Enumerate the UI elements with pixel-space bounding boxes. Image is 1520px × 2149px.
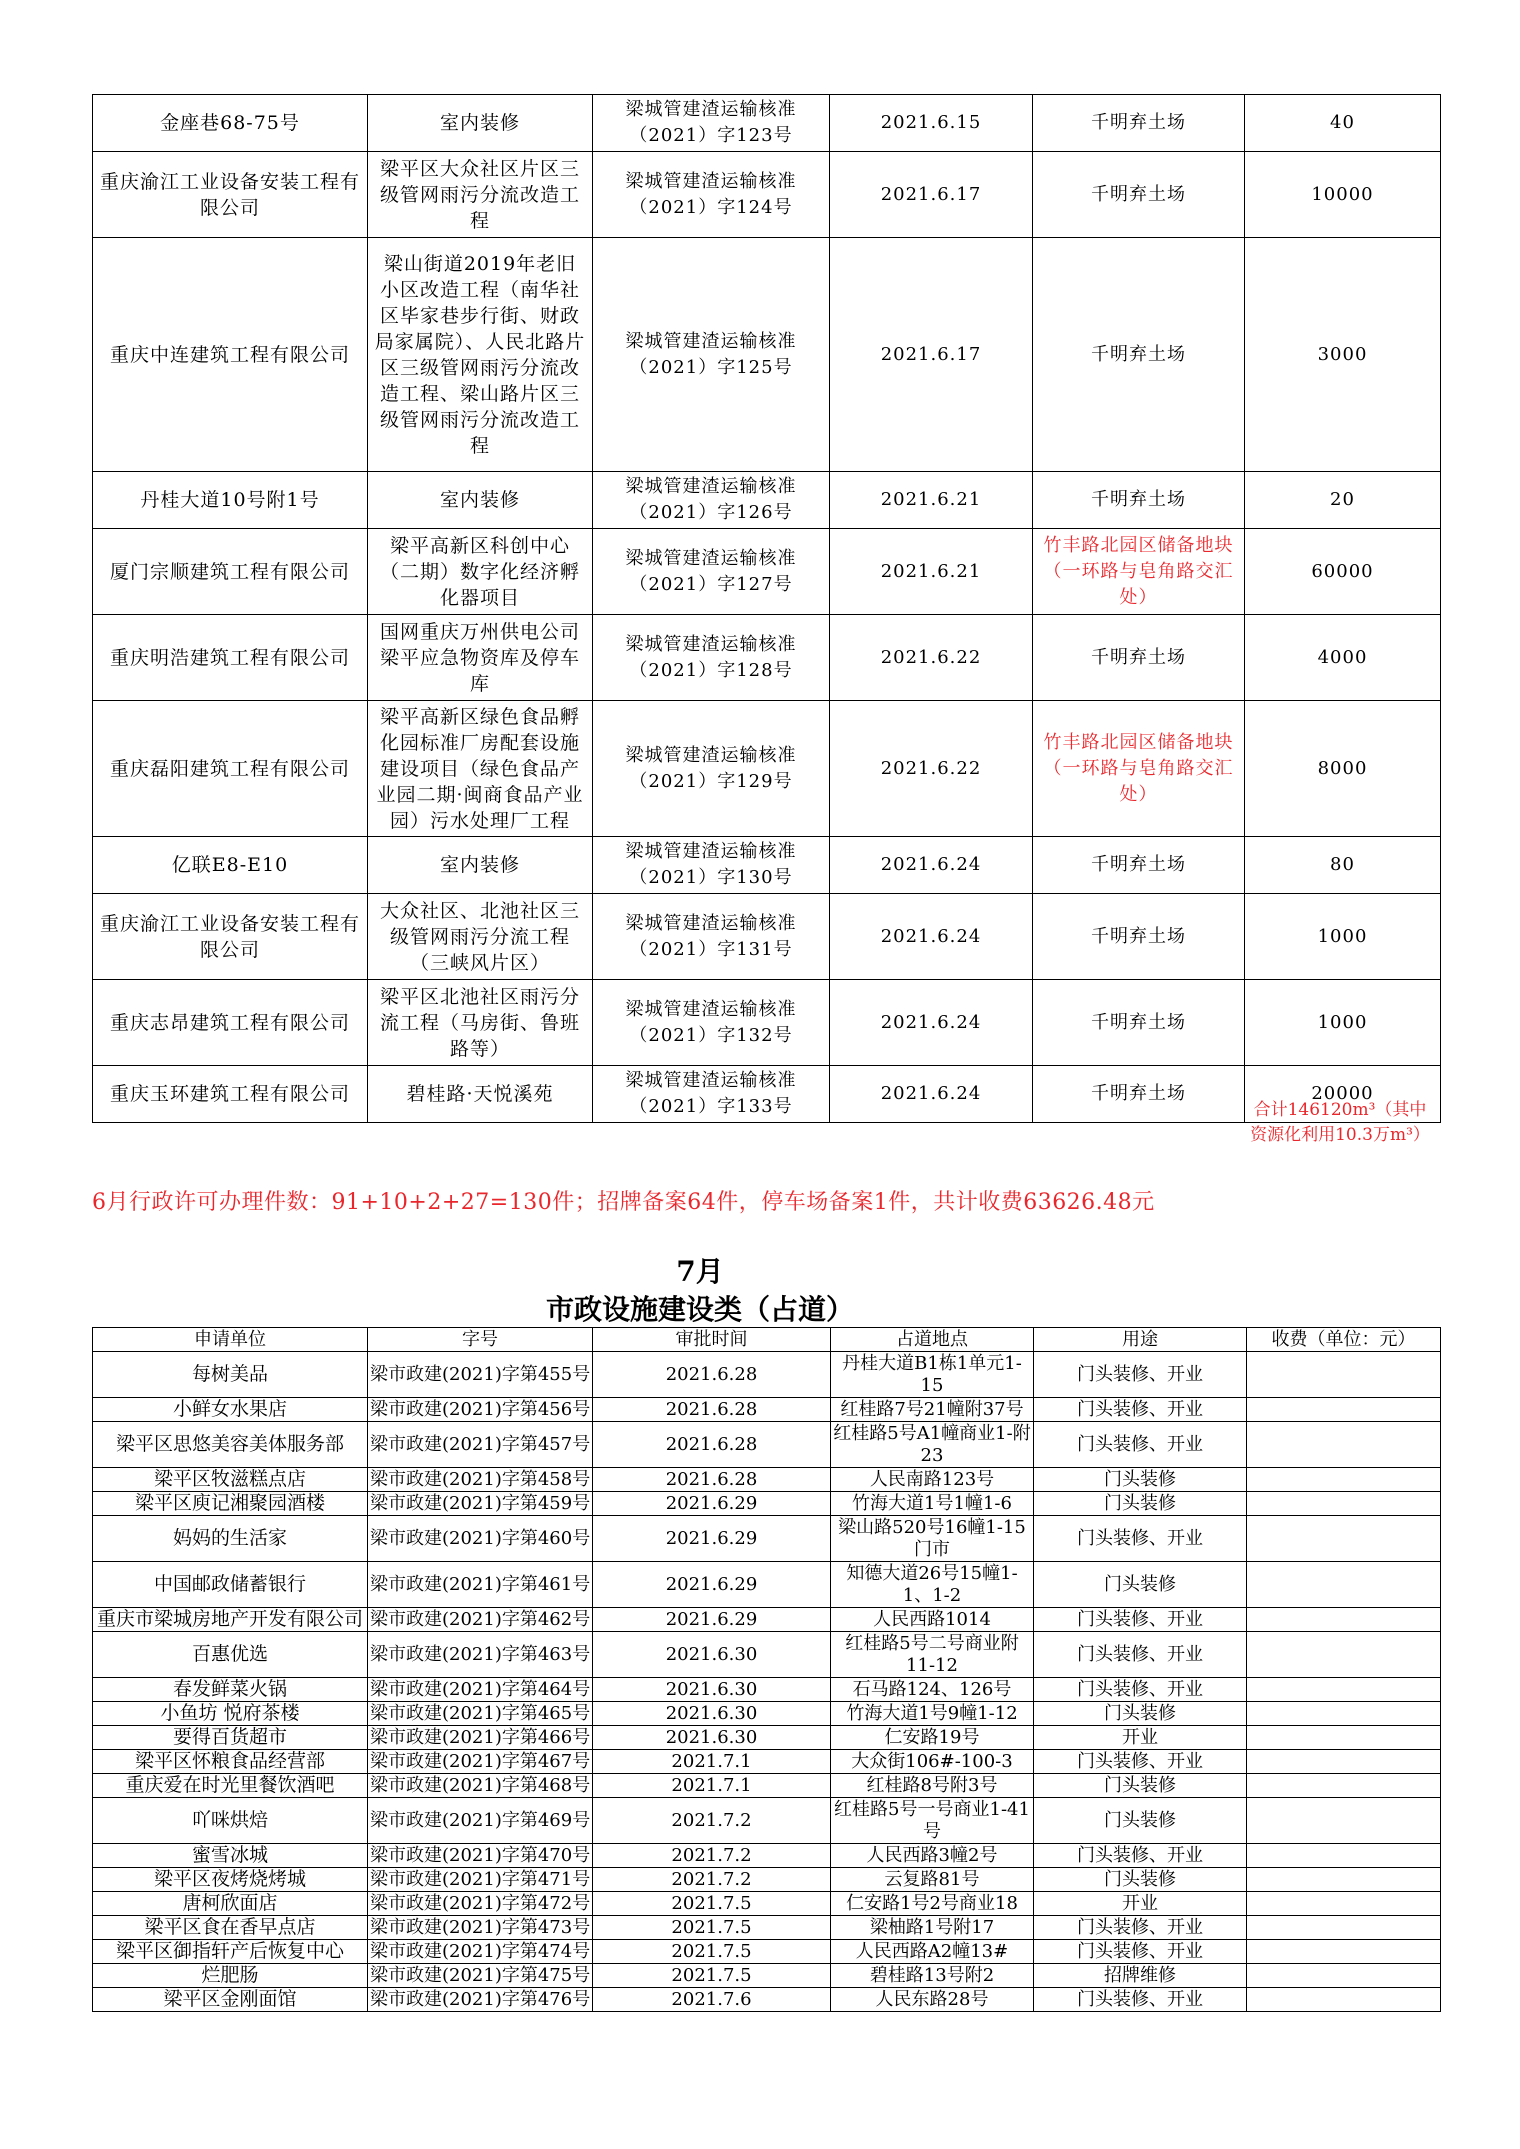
purpose-cell: 门头装修、开业 [1034,1516,1247,1562]
applicant-cell: 梁平区夜烤烧烤城 [93,1868,368,1892]
permit-number-cell: 梁市政建(2021)字第476号 [368,1988,593,2012]
location-cell: 丹桂大道B1栋1单元1-15 [831,1352,1034,1398]
permit-number-cell: 梁市政建(2021)字第467号 [368,1750,593,1774]
project-cell: 室内装修 [368,95,593,152]
month-heading: 7月 [676,1255,724,1288]
approval-date-cell: 2021.6.30 [593,1678,831,1702]
permit-number-cell: 梁市政建(2021)字第463号 [368,1632,593,1678]
volume-cell: 1000 [1245,894,1441,980]
approval-date-cell: 2021.7.2 [593,1844,831,1868]
location-cell: 仁安路19号 [831,1726,1034,1750]
disposal-site-cell: 千明弃土场 [1033,152,1245,238]
approval-number-cell: 梁城管建渣运输核准（2021）字123号 [593,95,830,152]
purpose-cell: 门头装修 [1034,1702,1247,1726]
location-cell: 人民西路1014 [831,1608,1034,1632]
fee-cell [1247,1608,1441,1632]
fee-cell [1247,1892,1441,1916]
purpose-cell: 门头装修、开业 [1034,1608,1247,1632]
permit-row [93,152,1441,238]
approval-date-cell: 2021.6.29 [593,1516,831,1562]
location-cell: 竹海大道1号1幢1-6 [831,1492,1034,1516]
column-header: 用途 [1034,1328,1247,1352]
purpose-cell: 门头装修、开业 [1034,1750,1247,1774]
fee-cell [1247,1844,1441,1868]
applicant-cell: 梁平区食在香早点店 [93,1916,368,1940]
table-header-row [93,1328,1441,1352]
project-cell: 大众社区、北池社区三级管网雨污分流工程（三峡风片区） [368,894,593,980]
disposal-site-cell: 千明弃土场 [1033,615,1245,701]
project-cell: 梁平高新区绿色食品孵化园标准厂房配套设施建设项目（绿色食品产业园二期·闽商食品产业园）污水处理厂工程 [368,701,593,837]
approval-number-cell: 梁城管建渣运输核准（2021）字125号 [593,238,830,472]
permit-number-cell: 梁市政建(2021)字第469号 [368,1798,593,1844]
permit-row [93,615,1441,701]
disposal-site-cell: 千明弃土场 [1033,1066,1245,1123]
approval-date-cell: 2021.7.1 [593,1750,831,1774]
unit-cell: 重庆志昂建筑工程有限公司 [93,980,368,1066]
applicant-cell: 梁平区怀粮食品经营部 [93,1750,368,1774]
approval-date-cell: 2021.7.5 [593,1916,831,1940]
approval-date-cell: 2021.6.24 [830,1066,1033,1123]
approval-date-cell: 2021.6.24 [830,837,1033,894]
fee-cell [1247,1352,1441,1398]
applicant-cell: 烂肥肠 [93,1964,368,1988]
section-title: 市政设施建设类（占道） [545,1293,854,1326]
unit-cell: 丹桂大道10号附1号 [93,472,368,529]
disposal-site-cell: 千明弃土场 [1033,238,1245,472]
applicant-cell: 每树美品 [93,1352,368,1398]
purpose-cell: 门头装修 [1034,1492,1247,1516]
unit-cell: 重庆渝江工业设备安装工程有限公司 [93,894,368,980]
fee-cell [1247,1398,1441,1422]
permit-number-cell: 梁市政建(2021)字第474号 [368,1940,593,1964]
approval-date-cell: 2021.6.29 [593,1562,831,1608]
permit-number-cell: 梁市政建(2021)字第472号 [368,1892,593,1916]
purpose-cell: 门头装修、开业 [1034,1988,1247,2012]
approval-date-cell: 2021.6.28 [593,1422,831,1468]
table-row [93,1774,1441,1798]
disposal-site-cell: 千明弃土场 [1033,837,1245,894]
applicant-cell: 梁平区思悠美容美体服务部 [93,1422,368,1468]
purpose-cell: 门头装修 [1034,1562,1247,1608]
applicant-cell: 妈妈的生活家 [93,1516,368,1562]
permit-row [93,472,1441,529]
fee-cell [1247,1726,1441,1750]
fee-cell [1247,1916,1441,1940]
approval-date-cell: 2021.7.5 [593,1964,831,1988]
disposal-site-cell: 竹丰路北园区储备地块（一环路与皂角路交汇处） [1033,701,1245,837]
volume-cell: 80 [1245,837,1441,894]
approval-date-cell: 2021.6.17 [830,152,1033,238]
volume-cell: 20 [1245,472,1441,529]
purpose-cell: 门头装修、开业 [1034,1678,1247,1702]
table-row [93,1678,1441,1702]
approval-date-cell: 2021.6.28 [593,1398,831,1422]
fee-cell [1247,1516,1441,1562]
total-note: 合计146120m³（其中资源化利用10.3万m³） [1250,1100,1430,1145]
table-row [93,1844,1441,1868]
location-cell: 知德大道26号15幢1-1、1-2 [831,1562,1034,1608]
applicant-cell: 百惠优选 [93,1632,368,1678]
unit-cell: 亿联E8-E10 [93,837,368,894]
location-cell: 碧桂路13号附2 [831,1964,1034,1988]
permit-number-cell: 梁市政建(2021)字第473号 [368,1916,593,1940]
applicant-cell: 梁平区牧滋糕点店 [93,1468,368,1492]
approval-number-cell: 梁城管建渣运输核准（2021）字131号 [593,894,830,980]
volume-cell: 1000 [1245,980,1441,1066]
fee-cell [1247,1798,1441,1844]
purpose-cell: 开业 [1034,1892,1247,1916]
fee-cell [1247,1774,1441,1798]
purpose-cell: 门头装修、开业 [1034,1916,1247,1940]
location-cell: 红桂路7号21幢附37号 [831,1398,1034,1422]
applicant-cell: 梁平区金刚面馆 [93,1988,368,2012]
approval-date-cell: 2021.6.29 [593,1492,831,1516]
unit-cell: 金座巷68-75号 [93,95,368,152]
fee-cell [1247,1702,1441,1726]
approval-date-cell: 2021.6.30 [593,1632,831,1678]
approval-date-cell: 2021.7.2 [593,1868,831,1892]
fee-cell [1247,1632,1441,1678]
permit-row [93,894,1441,980]
table-row [93,1868,1441,1892]
purpose-cell: 门头装修 [1034,1774,1247,1798]
location-cell: 云复路81号 [831,1868,1034,1892]
permit-number-cell: 梁市政建(2021)字第458号 [368,1468,593,1492]
location-cell: 人民南路123号 [831,1468,1034,1492]
disposal-site-cell: 千明弃土场 [1033,894,1245,980]
approval-date-cell: 2021.6.28 [593,1352,831,1398]
column-header: 占道地点 [831,1328,1034,1352]
disposal-site-cell: 千明弃土场 [1033,472,1245,529]
unit-cell: 重庆磊阳建筑工程有限公司 [93,701,368,837]
approval-number-cell: 梁城管建渣运输核准（2021）字133号 [593,1066,830,1123]
unit-cell: 重庆玉环建筑工程有限公司 [93,1066,368,1123]
table-row [93,1632,1441,1678]
volume-cell: 10000 [1245,152,1441,238]
applicant-cell: 重庆市梁城房地产开发有限公司 [93,1608,368,1632]
approval-date-cell: 2021.7.1 [593,1774,831,1798]
column-header: 字号 [368,1328,593,1352]
purpose-cell: 门头装修、开业 [1034,1844,1247,1868]
approval-number-cell: 梁城管建渣运输核准（2021）字129号 [593,701,830,837]
fee-cell [1247,1964,1441,1988]
approval-date-cell: 2021.7.6 [593,1988,831,2012]
unit-cell: 厦门宗顺建筑工程有限公司 [93,529,368,615]
approval-date-cell: 2021.6.29 [593,1608,831,1632]
location-cell: 红桂路5号二号商业附11-12 [831,1632,1034,1678]
fee-cell [1247,1678,1441,1702]
disposal-site-cell: 千明弃土场 [1033,980,1245,1066]
volume-cell: 60000 [1245,529,1441,615]
permit-row [93,529,1441,615]
applicant-cell: 要得百货超市 [93,1726,368,1750]
permit-row [93,95,1441,152]
project-cell: 室内装修 [368,837,593,894]
approval-date-cell: 2021.7.5 [593,1940,831,1964]
volume-cell: 3000 [1245,238,1441,472]
project-cell: 国网重庆万州供电公司梁平应急物资库及停车库 [368,615,593,701]
fee-cell [1247,1868,1441,1892]
permit-row [93,837,1441,894]
purpose-cell: 门头装修 [1034,1468,1247,1492]
permit-number-cell: 梁市政建(2021)字第471号 [368,1868,593,1892]
purpose-cell: 门头装修 [1034,1798,1247,1844]
permit-number-cell: 梁市政建(2021)字第457号 [368,1422,593,1468]
purpose-cell: 招牌维修 [1034,1964,1247,1988]
unit-cell: 重庆明浩建筑工程有限公司 [93,615,368,701]
table-row [93,1702,1441,1726]
location-cell: 大众街106#-100-3 [831,1750,1034,1774]
permit-number-cell: 梁市政建(2021)字第468号 [368,1774,593,1798]
unit-cell: 重庆渝江工业设备安装工程有限公司 [93,152,368,238]
permit-number-cell: 梁市政建(2021)字第464号 [368,1678,593,1702]
table-row [93,1726,1441,1750]
location-cell: 仁安路1号2号商业18 [831,1892,1034,1916]
table-row [93,1492,1441,1516]
permit-number-cell: 梁市政建(2021)字第470号 [368,1844,593,1868]
approval-date-cell: 2021.6.22 [830,615,1033,701]
applicant-cell: 梁平区御指轩产后恢复中心 [93,1940,368,1964]
location-cell: 竹海大道1号9幢1-12 [831,1702,1034,1726]
fee-cell [1247,1750,1441,1774]
permit-number-cell: 梁市政建(2021)字第461号 [368,1562,593,1608]
location-cell: 人民西路A2幢13# [831,1940,1034,1964]
permit-row [93,701,1441,837]
applicant-cell: 吖咪烘焙 [93,1798,368,1844]
road-occupation-table [92,1327,1441,2012]
table-row [93,1398,1441,1422]
approval-date-cell: 2021.6.24 [830,980,1033,1066]
permit-number-cell: 梁市政建(2021)字第456号 [368,1398,593,1422]
project-cell: 梁平区北池社区雨污分流工程（马房街、鲁班路等） [368,980,593,1066]
approval-date-cell: 2021.6.22 [830,701,1033,837]
approval-number-cell: 梁城管建渣运输核准（2021）字128号 [593,615,830,701]
location-cell: 红桂路8号附3号 [831,1774,1034,1798]
disposal-site-cell: 竹丰路北园区储备地块（一环路与皂角路交汇处） [1033,529,1245,615]
approval-date-cell: 2021.6.21 [830,529,1033,615]
applicant-cell: 中国邮政储蓄银行 [93,1562,368,1608]
column-header: 申请单位 [93,1328,368,1352]
permit-number-cell: 梁市政建(2021)字第455号 [368,1352,593,1398]
permit-number-cell: 梁市政建(2021)字第465号 [368,1702,593,1726]
approval-date-cell: 2021.6.17 [830,238,1033,472]
table-row [93,1468,1441,1492]
approval-number-cell: 梁城管建渣运输核准（2021）字126号 [593,472,830,529]
purpose-cell: 门头装修、开业 [1034,1352,1247,1398]
volume-cell: 8000 [1245,701,1441,837]
monthly-summary: 6月行政许可办理件数：91+10+2+27=130件；招牌备案64件，停车场备案1件，共计收费63626.48元 [92,1190,1155,1215]
location-cell: 梁柚路1号附17 [831,1916,1034,1940]
purpose-cell: 门头装修、开业 [1034,1398,1247,1422]
purpose-cell: 门头装修 [1034,1868,1247,1892]
location-cell: 人民西路3幢2号 [831,1844,1034,1868]
approval-date-cell: 2021.7.5 [593,1892,831,1916]
fee-cell [1247,1940,1441,1964]
approval-number-cell: 梁城管建渣运输核准（2021）字127号 [593,529,830,615]
table-row [93,1750,1441,1774]
fee-cell [1247,1988,1441,2012]
approval-date-cell: 2021.7.2 [593,1798,831,1844]
approval-date-cell: 2021.6.15 [830,95,1033,152]
volume-cell: 20000 [1245,1066,1441,1123]
applicant-cell: 梁平区庾记湘聚园酒楼 [93,1492,368,1516]
table-row [93,1422,1441,1468]
table-row [93,1940,1441,1964]
volume-cell: 40 [1245,95,1441,152]
permit-row [93,238,1441,472]
unit-cell: 重庆中连建筑工程有限公司 [93,238,368,472]
approval-date-cell: 2021.6.28 [593,1468,831,1492]
purpose-cell: 门头装修、开业 [1034,1422,1247,1468]
permit-number-cell: 梁市政建(2021)字第462号 [368,1608,593,1632]
approval-date-cell: 2021.6.30 [593,1702,831,1726]
approval-number-cell: 梁城管建渣运输核准（2021）字132号 [593,980,830,1066]
purpose-cell: 门头装修、开业 [1034,1632,1247,1678]
project-cell: 梁平区大众社区片区三级管网雨污分流改造工程 [368,152,593,238]
applicant-cell: 蜜雪冰城 [93,1844,368,1868]
project-cell: 梁山街道2019年老旧小区改造工程（南华社区毕家巷步行街、财政局家属院）、人民北路片区三级管网雨污分流改造工程、梁山路片区三级管网雨污分流改造工程 [368,238,593,472]
fee-cell [1247,1422,1441,1468]
table-row [93,1892,1441,1916]
permit-number-cell: 梁市政建(2021)字第466号 [368,1726,593,1750]
location-cell: 梁山路520号16幢1-15门市 [831,1516,1034,1562]
disposal-permit-table [92,94,1441,1123]
applicant-cell: 重庆爱在时光里餐饮酒吧 [93,1774,368,1798]
location-cell: 红桂路5号A1幢商业1-附23 [831,1422,1034,1468]
project-cell: 室内装修 [368,472,593,529]
applicant-cell: 唐柯欣面店 [93,1892,368,1916]
volume-cell: 4000 [1245,615,1441,701]
applicant-cell: 小鱼坊 悦府茶楼 [93,1702,368,1726]
approval-number-cell: 梁城管建渣运输核准（2021）字130号 [593,837,830,894]
table-row [93,1916,1441,1940]
location-cell: 石马路124、126号 [831,1678,1034,1702]
location-cell: 红桂路5号一号商业1-41号 [831,1798,1034,1844]
purpose-cell: 门头装修、开业 [1034,1940,1247,1964]
column-header: 审批时间 [593,1328,831,1352]
permit-row [93,980,1441,1066]
disposal-site-cell: 千明弃土场 [1033,95,1245,152]
purpose-cell: 开业 [1034,1726,1247,1750]
permit-number-cell: 梁市政建(2021)字第460号 [368,1516,593,1562]
project-cell: 碧桂路·天悦溪苑 [368,1066,593,1123]
applicant-cell: 小鲜女水果店 [93,1398,368,1422]
permit-row [93,1066,1441,1123]
table-row [93,1562,1441,1608]
approval-date-cell: 2021.6.30 [593,1726,831,1750]
column-header: 收费（单位：元） [1247,1328,1441,1352]
location-cell: 人民东路28号 [831,1988,1034,2012]
permit-number-cell: 梁市政建(2021)字第475号 [368,1964,593,1988]
table-row [93,1608,1441,1632]
fee-cell [1247,1492,1441,1516]
approval-date-cell: 2021.6.24 [830,894,1033,980]
fee-cell [1247,1468,1441,1492]
table-row [93,1964,1441,1988]
approval-date-cell: 2021.6.21 [830,472,1033,529]
fee-cell [1247,1562,1441,1608]
table-row [93,1988,1441,2012]
table-row [93,1352,1441,1398]
table-row [93,1798,1441,1844]
project-cell: 梁平高新区科创中心（二期）数字化经济孵化器项目 [368,529,593,615]
table-row [93,1516,1441,1562]
permit-number-cell: 梁市政建(2021)字第459号 [368,1492,593,1516]
applicant-cell: 春发鲜菜火锅 [93,1678,368,1702]
approval-number-cell: 梁城管建渣运输核准（2021）字124号 [593,152,830,238]
